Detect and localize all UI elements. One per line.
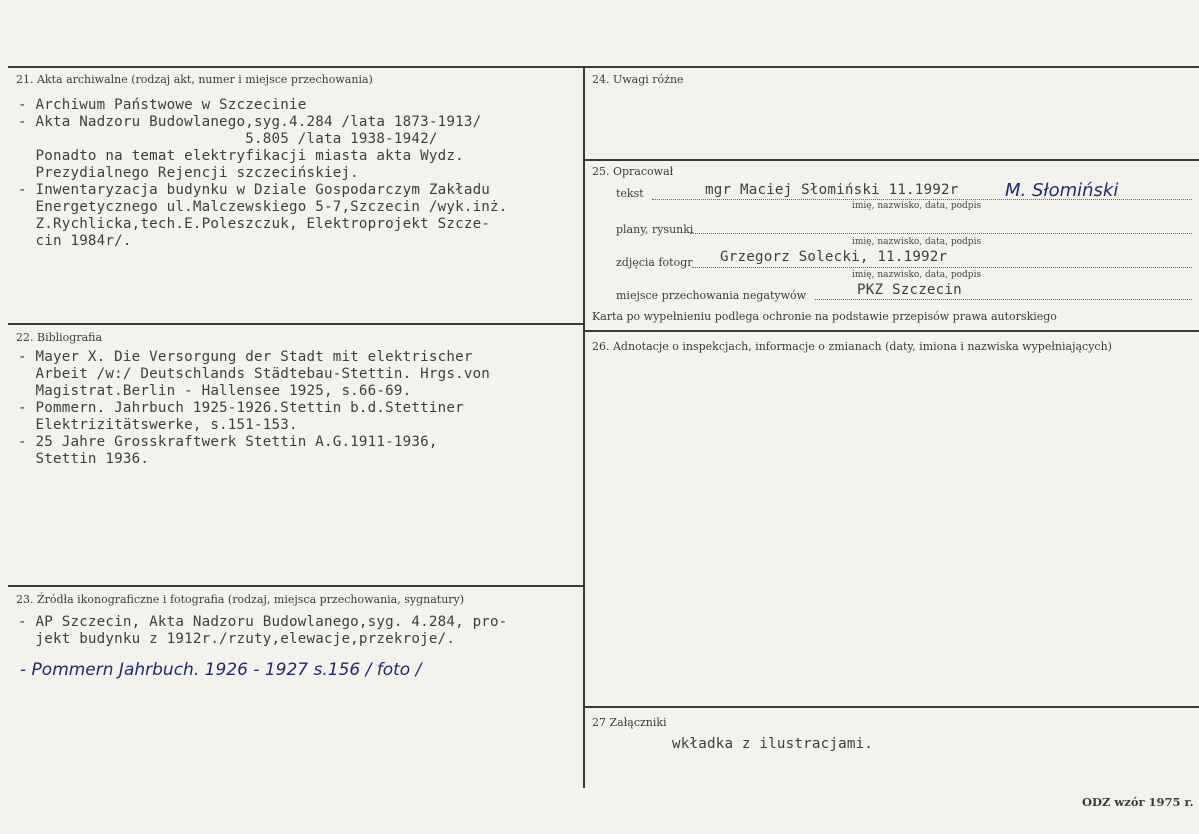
form-id: ODZ wzór 1975 r. bbox=[1082, 795, 1194, 809]
section-21-line: - Akta Nadzoru Budowlanego,syg.4.284 /lata 1873-1913/ bbox=[18, 114, 482, 130]
section-21-line: - Inwentaryzacja budynku w Dziale Gospodarczym Zakładu bbox=[18, 182, 491, 198]
rule-21-22 bbox=[8, 323, 583, 325]
section-24-title: 24. Uwagi różne bbox=[592, 73, 684, 86]
tekst-signature: M. Słomiński bbox=[1005, 180, 1119, 201]
column-divider bbox=[583, 66, 585, 788]
section-23-line: jekt budynku z 1912r./rzuty,elewacje,przekroje/. bbox=[18, 631, 456, 647]
section-21-line: Prezydialnego Rejencji szczecińskiej. bbox=[18, 165, 359, 181]
section-21-line: Ponadto na temat elektryfikacji miasta akta Wydz. bbox=[18, 148, 464, 164]
section-22-line: Arbeit /w:/ Deutschlands Städtebau-Stettin. Hrgs.von bbox=[18, 366, 491, 382]
rule-22-23 bbox=[8, 585, 583, 587]
rule-24-25 bbox=[585, 159, 1199, 161]
section-21-line: Energetycznego ul.Malczewskiego 5-7,Szczecin /wyk.inż. bbox=[18, 199, 508, 215]
section-26-title: 26. Adnotacje o inspekcjach, informacje o zmianach (daty, imiona i nazwiska wypełniających) bbox=[592, 340, 1112, 353]
top-rule bbox=[8, 66, 1199, 68]
section-21-line: - Archiwum Państwowe w Szczecinie bbox=[18, 97, 307, 113]
tekst-label: tekst bbox=[616, 187, 644, 200]
section-27-title: 27 Załączniki bbox=[592, 716, 667, 729]
section-21-title: 21. Akta archiwalne (rodzaj akt, numer i miejsce przechowania) bbox=[16, 73, 373, 86]
section-25-title: 25. Opracował bbox=[592, 165, 674, 178]
section-22-line: - Mayer X. Die Versorgung der Stadt mit elektrischer bbox=[18, 349, 473, 365]
section-22-line: Elektrizitätswerke, s.151-153. bbox=[18, 417, 298, 433]
section-23-title: 23. Źródła ikonograficzne i fotografia (rodzaj, miejsca przechowania, sygnatury) bbox=[16, 593, 465, 606]
rule-26-27 bbox=[585, 706, 1199, 708]
zdjecia-label: zdjęcia fotogr bbox=[616, 256, 693, 269]
copyright-note: Karta po wypełnieniu podlega ochronie na podstawie przepisów prawa autorskiego bbox=[592, 310, 1057, 323]
zdjecia-value: Grzegorz Solecki, 11.1992r bbox=[720, 249, 948, 265]
tekst-value: mgr Maciej Słomiński 11.1992r bbox=[705, 182, 959, 198]
section-22-line: - 25 Jahre Grosskraftwerk Stettin A.G.1911-1936, bbox=[18, 434, 438, 450]
miejsce-line bbox=[815, 299, 1192, 300]
miejsce-value: PKZ Szczecin bbox=[857, 282, 962, 298]
plany-caption: imię, nazwisko, data, podpis bbox=[852, 237, 982, 247]
section-22-line: - Pommern. Jahrbuch 1925-1926.Stettin b.d.Stettiner bbox=[18, 400, 464, 416]
zdjecia-line bbox=[692, 267, 1192, 268]
section-27-value: wkładka z ilustracjami. bbox=[672, 736, 874, 752]
rule-25-26 bbox=[585, 330, 1199, 332]
zdjecia-caption: imię, nazwisko, data, podpis bbox=[852, 270, 982, 280]
section-21-line: Z.Rychlicka,tech.E.Poleszczuk, Elektroprojekt Szcze- bbox=[18, 216, 491, 232]
section-21-line: cin 1984r/. bbox=[18, 233, 132, 249]
section-21-line: 5.805 /lata 1938-1942/ bbox=[18, 131, 438, 147]
section-23-handwritten-note: - Pommern Jahrbuch. 1926 - 1927 s.156 / foto / bbox=[20, 660, 422, 680]
miejsce-label: miejsce przechowania negatywów bbox=[616, 289, 807, 302]
section-22-line: Magistrat.Berlin - Hallensee 1925, s.66-69. bbox=[18, 383, 412, 399]
plany-line bbox=[690, 233, 1192, 234]
tekst-caption: imię, nazwisko, data, podpis bbox=[852, 201, 982, 211]
section-22-title: 22. Bibliografia bbox=[16, 331, 103, 344]
section-22-line: Stettin 1936. bbox=[18, 451, 150, 467]
section-23-line: - AP Szczecin, Akta Nadzoru Budowlanego,syg. 4.284, pro- bbox=[18, 614, 508, 630]
plany-label: plany, rysunki bbox=[616, 223, 694, 236]
